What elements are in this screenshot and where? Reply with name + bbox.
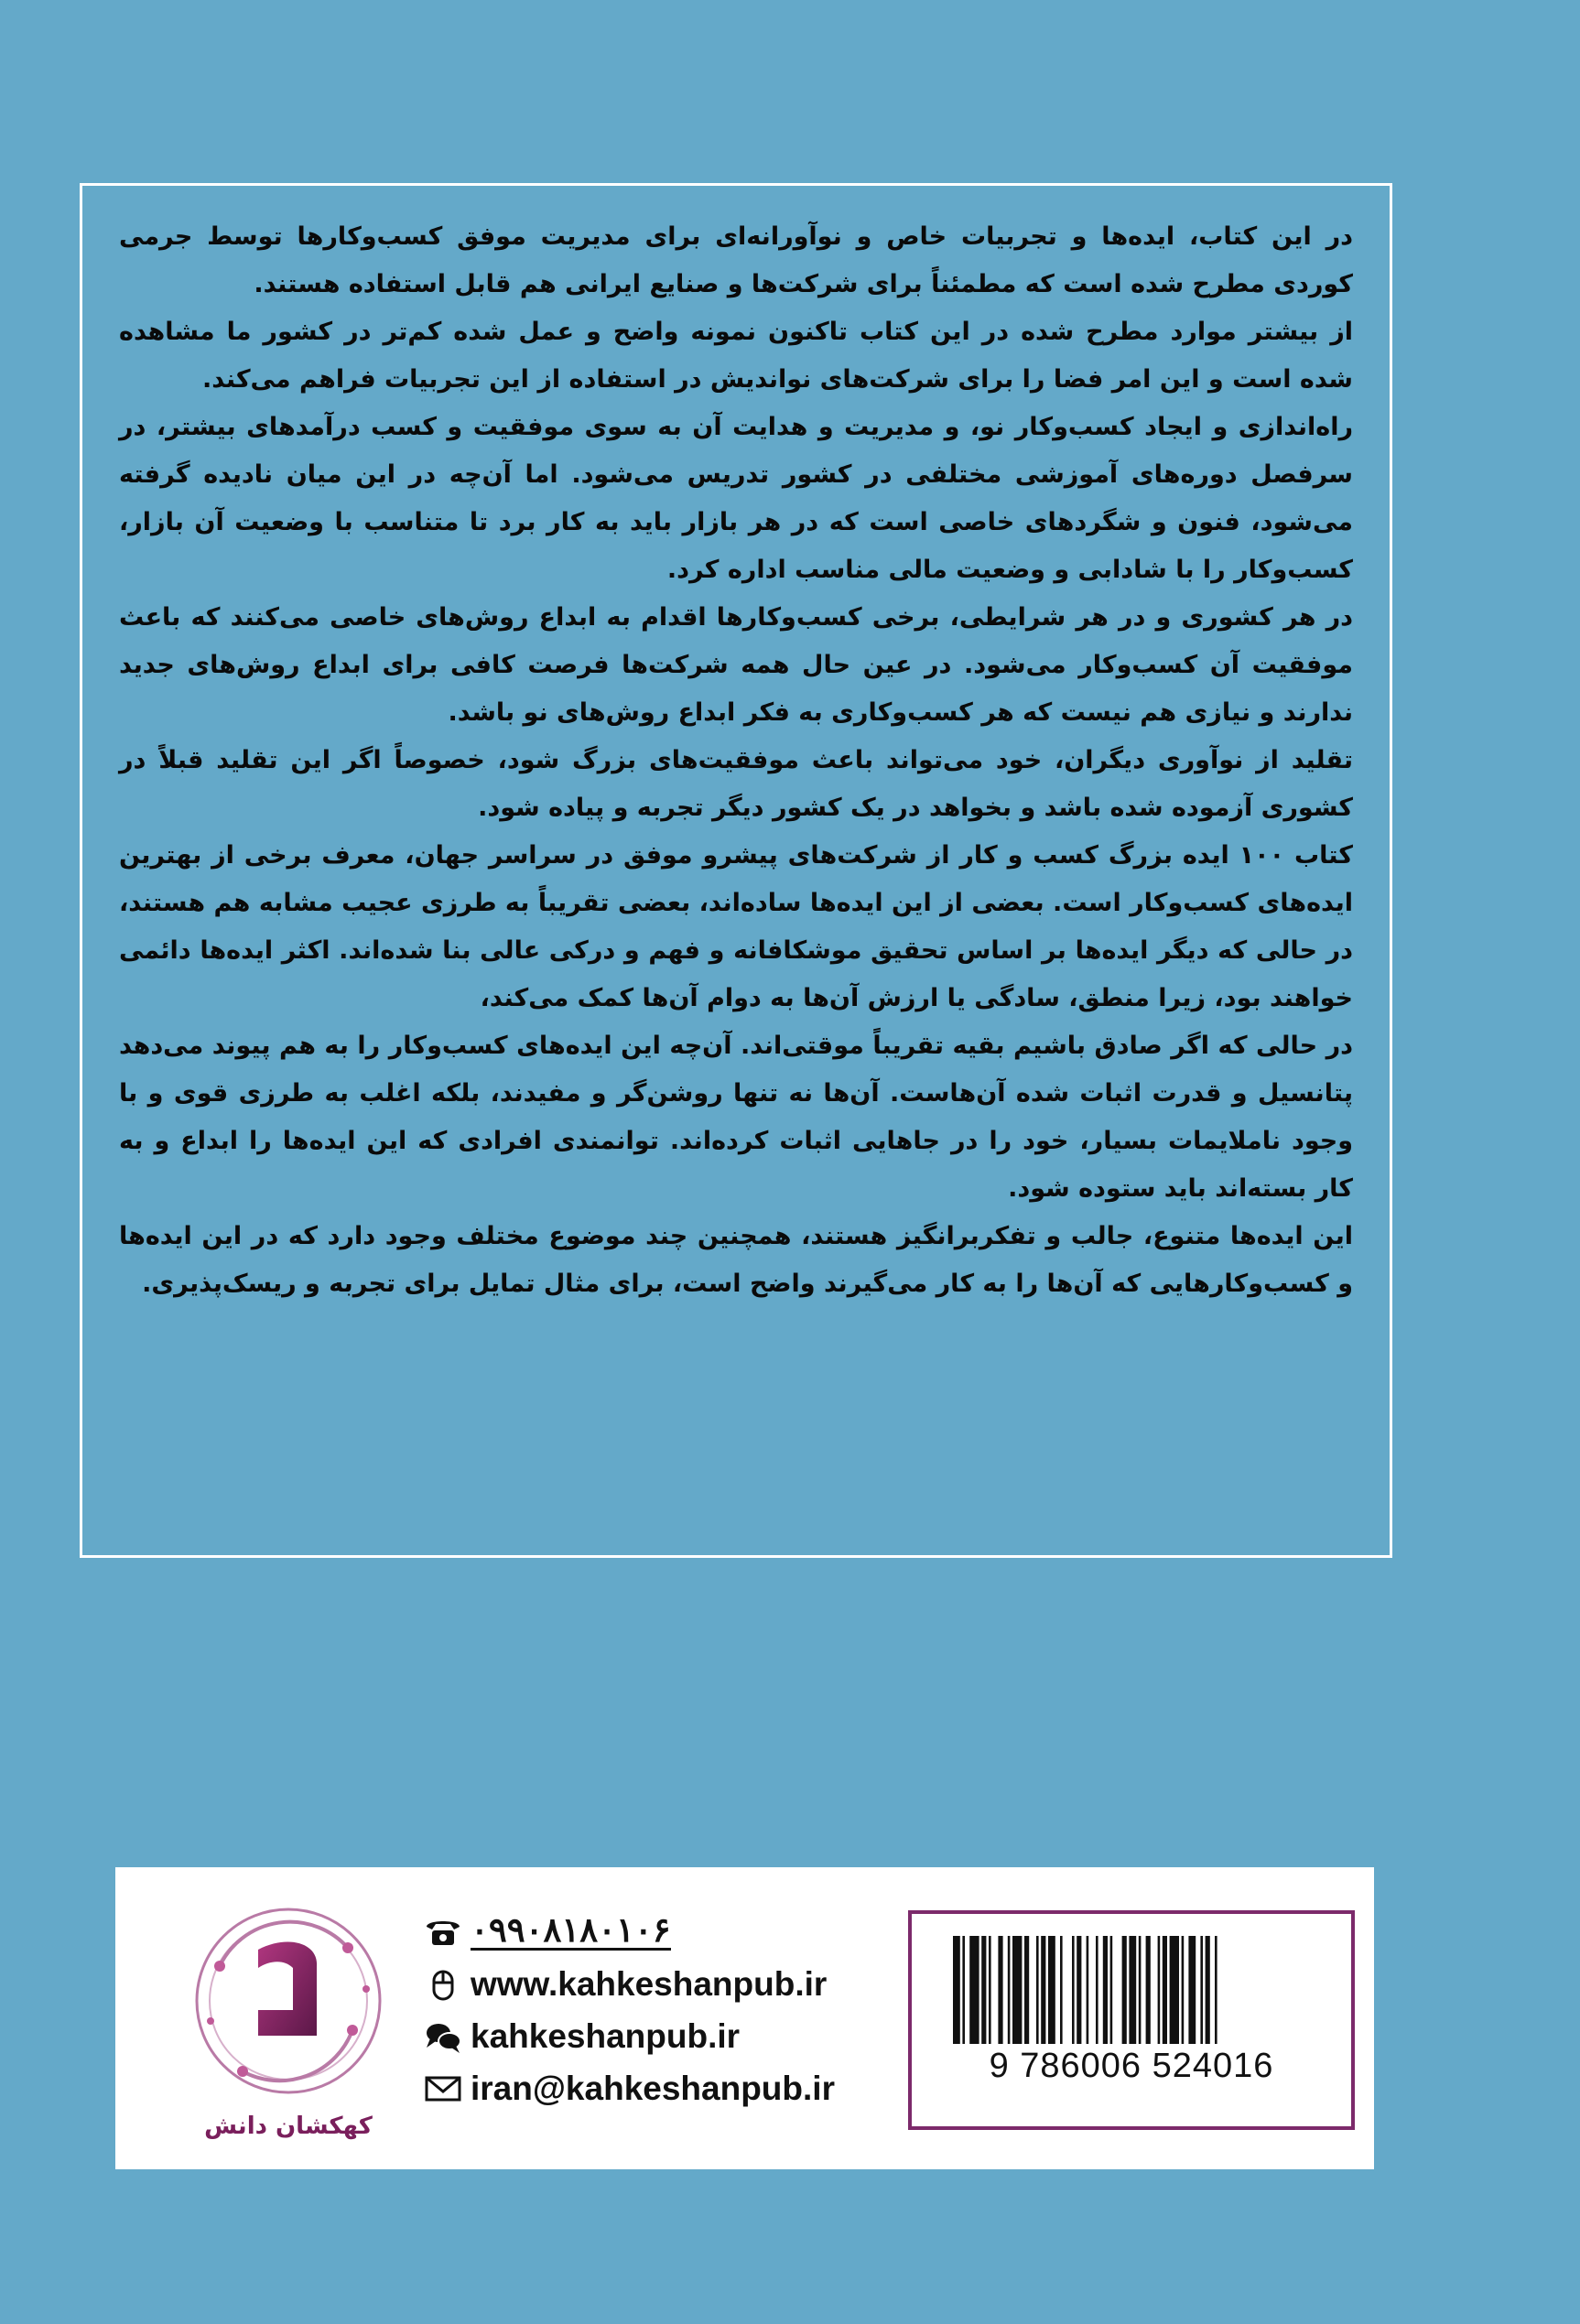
barcode-bar [1200,1936,1203,2044]
description-paragraph-3: راه‌اندازی و ایجاد کسب‌وکار نو، و مدیریت و هدایت آن به سوی موفقیت و کسب درآمدهای بیشتر، در سرفصل دوره‌های آموزشی مختلفی در کشور تدریس می‌شود. اما آن‌چه در این میان نادیده گرفته می‌شود، فنون و شگردهای خاصی است که در هر بازار باید به کار برد تا متناسب با وضعیت آن بازار، کسب‌وکار را با شادابی و وضعیت مالی مناسب اداره کرد. [119,413,1353,584]
isbn-barcode [908,1910,1355,2130]
description-paragraph-5: تقلید از نوآوری دیگران، خود می‌تواند باعث موفقیت‌های بزرگ شود، خصوصاً اگر این تقلید قبلاً در کشوری آزموده شده باشد و بخواهد در یک کشور دیگر تجربه و پیاده شود. [119,746,1353,822]
barcode-bar [1158,1936,1161,2044]
barcode-bar [1072,1936,1075,2044]
barcode-bar [1060,1936,1063,2044]
barcode-bar [1036,1936,1039,2044]
email-row [423,2062,972,2114]
mouse-icon [423,1966,463,2003]
email-link[interactable]: iran@kahkeshanpub.ir [471,2069,835,2107]
description-paragraph-8: این ایده‌ها متنوع، جالب و تفکربرانگیز هستند، همچنین چند موضوع مختلف وجود دارد که در این ایده‌ها و کسب‌وکارهایی که آن‌ها را به کار می‌گیرند واضح است، برای مثال تمایل برای تجربه و ریسک‌پذیری. [119,1222,1353,1298]
barcode-digits: 9 786006 524016 [989,2047,1274,2085]
chat-bubbles-icon [423,2018,463,2055]
barcode-bar [1096,1936,1098,2044]
barcode-bar [1182,1936,1185,2044]
barcode-bar [1087,1936,1089,2044]
description-paragraph-6: کتاب ۱۰۰ ایده بزرگ کسب و کار از شرکت‌های پیشرو موفق در سراسر جهان، معرف برخی از بهترین ایده‌های کسب‌وکار است. بعضی از این ایده‌ها ساده‌اند، بعضی تقریباً به طرزی عجیب مشابه هم هستند، در حالی که دیگر ایده‌ها بر اساس تحقیق موشکافانه و فهم و درکی عالی بنا شده‌اند. اکثر ایده‌ها دائمی خواهند بود، زیرا منطق، سادگی یا ارزش آن‌ها به دوام آن‌ها کمک می‌کند، [119,841,1353,1012]
barcode-bar [1103,1936,1108,2044]
website-row [423,1958,972,2010]
description-frame [80,183,1392,1558]
description-paragraph-7: در حالی که اگر صادق باشیم بقیه تقریباً موقتی‌اند. آن‌چه این ایده‌های کسب‌وکار را به هم پیوند می‌دهد پتانسیل و قدرت اثبات شده آن‌هاست. آن‌ها نه تنها روشن‌گر و مفیدند، بلکه اغلب به طرزی قوی و با وجود ناملایمات بسیار، خود را در جاهایی اثبات کرده‌اند. توانمندی افرادی که این ایده‌ها را ابداع و به کار بسته‌اند باید ستوده شود. [119,1032,1353,1203]
social-handle[interactable]: kahkeshanpub.ir [471,2016,741,2055]
barcode-bar [1215,1936,1217,2044]
barcode-bar [981,1936,986,2044]
envelope-icon [423,2070,463,2107]
publisher-contacts [423,1906,972,2114]
publisher-logo-text: کهکشان دانش [204,2113,373,2140]
barcode-bar [989,1936,991,2044]
barcode-bar [1170,1936,1179,2044]
publisher-panel [115,1867,1374,2169]
barcode-bar [998,1936,1002,2044]
barcode-bar [1139,1936,1142,2044]
publisher-logo [156,1893,421,2149]
barcode-bars [953,1936,1315,2044]
barcode-bar [1012,1936,1022,2044]
barcode-bar [1206,1936,1210,2044]
social-row [423,2010,972,2062]
barcode-bar [1008,1936,1011,2044]
barcode-bar [1024,1936,1029,2044]
barcode-bar [1048,1936,1055,2044]
website-link[interactable]: www.kahkeshanpub.ir [471,1964,828,2003]
book-description [119,213,1353,1308]
barcode-bar [1122,1936,1127,2044]
barcode-bar [1163,1936,1167,2044]
phone-number[interactable]: ۰۹۹۰۸۱۸۰۱۰۶ [471,1913,671,1951]
barcode-bar [1146,1936,1151,2044]
barcode-bar [1077,1936,1081,2044]
barcode-bar [1129,1936,1136,2044]
barcode-bar [1041,1936,1045,2044]
barcode-bar [962,1936,965,2044]
description-paragraph-2: از بیشتر موارد مطرح شده در این کتاب تاکنون نمونه واضح و عمل شده کم‌تر در کشور ما مشاهده شده است و این امر فضا را برای شرکت‌های نواندیش در استفاده از این تجربیات فراهم می‌کند. [119,318,1353,394]
barcode-bar [953,1936,960,2044]
kahkeshan-logo-icon [156,1893,421,2113]
phone-row [423,1906,972,1958]
barcode-bar [969,1936,979,2044]
barcode-bar [1110,1936,1113,2044]
telephone-icon [423,1914,463,1951]
description-paragraph-1: در این کتاب، ایده‌ها و تجربیات خاص و نوآورانه‌ای برای مدیریت موفق کسب‌وکارها توسط جرمی کوردی مطرح شده است که مطمئناً برای شرکت‌ها و صنایع ایرانی هم قابل استفاده هستند. [119,222,1353,298]
description-paragraph-4: در هر کشوری و در هر شرایطی، برخی کسب‌وکارها اقدام به ابداع روش‌های خاصی می‌کنند که باعث موفقیت آن کسب‌وکار می‌شود. در عین حال همه شرکت‌ها فرصت کافی برای ابداع روش‌های جدید ندارند و نیازی هم نیست که هر کسب‌وکاری به فکر ابداع روش‌های نو باشد. [119,603,1353,727]
barcode-bar [1188,1936,1196,2044]
